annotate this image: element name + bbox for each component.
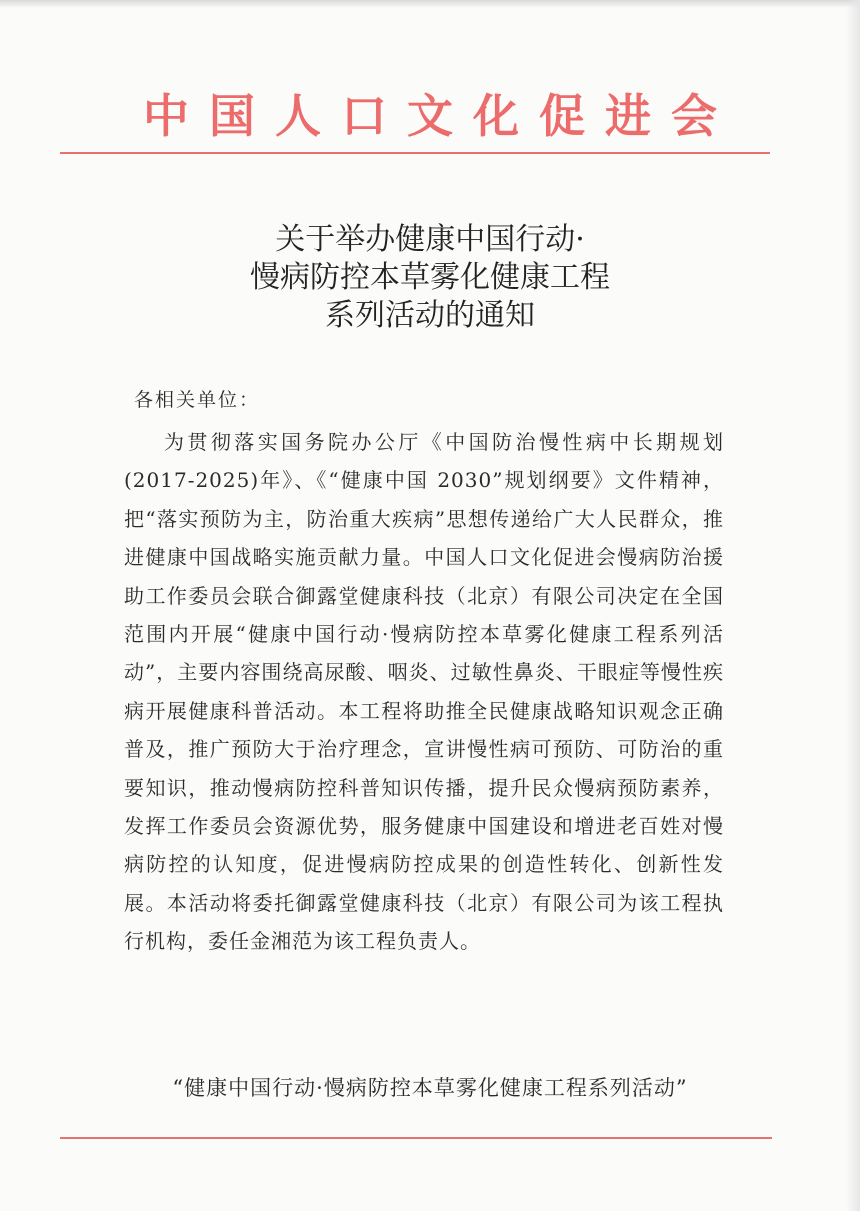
salutation: 各相关单位：: [134, 389, 261, 411]
document-title-line-3: 系列活动的通知: [325, 298, 535, 333]
scan-edge-right: [846, 0, 860, 1211]
letterhead-org-name: 中国人口文化促进会: [143, 89, 737, 143]
body-paragraph: 为贯彻落实国务院办公厅《中国防治慢性病中长期规划(2017-2025)年》、《“健康中国 2030”规划纲要》文件精神，把“落实预防为主，防治重大疾病”思想传递给广大人民群众，推进健康中国战略实施贡献力量。中国人口文化促进会慢病防治援助工作委员会联合御露堂健康科技（北京）有限公司决定在全国范围内开展“健康中国行动·慢病防控本草雾化健康工程系列活动”，主要内容围绕高尿酸、咽炎、过敏性鼻炎、干眼症等慢性疾病开展健康科普活动。本工程将助推全民健康战略知识观念正确普及，推广预防大于治疗理念，宣讲慢性病可预防、可防治的重要知识，推动慢病防控科普知识传播，提升民众慢病预防素养，发挥工作委员会资源优势，服务健康中国建设和增进老百姓对慢病防控的认知度，促进慢病防控成果的创造性转化、创新性发展。本活动将委托御露堂健康科技（北京）有限公司为该工程执行机构，委任金湘范为该工程负责人。: [124, 430, 724, 954]
letterhead-red-rule: [60, 152, 770, 154]
document-title-line-2: 慢病防控本草雾化健康工程: [250, 260, 610, 295]
document-title-line-1: 关于举办健康中国行动·: [275, 222, 585, 257]
closing-activity-name: “健康中国行动·慢病防控本草雾化健康工程系列活动”: [172, 1076, 688, 1100]
scan-edge-top: [0, 0, 860, 8]
footer-red-rule: [60, 1137, 772, 1139]
